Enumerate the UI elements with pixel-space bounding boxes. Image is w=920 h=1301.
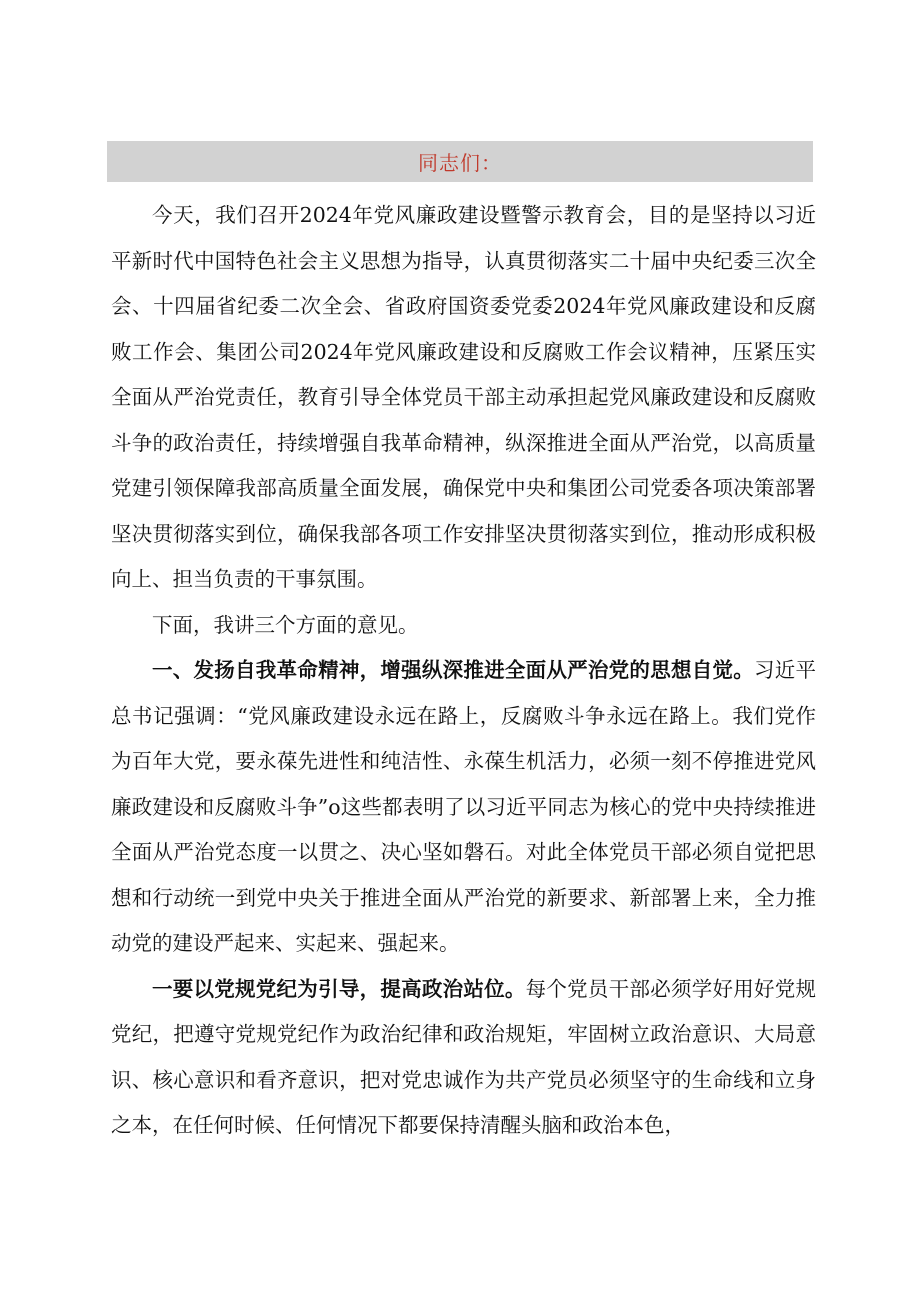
salutation-banner <box>107 141 813 182</box>
paragraph-text: 每个党员干部必须学好用好党规党纪，把遵守党规党纪作为政治纪律和政治规矩，牢固树立政治意识、大局意识、核心意识和看齐意识，把对党忠诚作为共产党员必须坚守的生命线和立身之本，在任何时候、任何情况下都要保持清醒头脑和政治本色， <box>111 976 817 1137</box>
salutation-text: 同志们： <box>418 151 502 175</box>
point-heading: 一要以党规党纪为引导，提高政治站位。 <box>152 976 526 1001</box>
paragraph-section-one <box>111 648 816 967</box>
document-body <box>111 193 816 1149</box>
paragraph-outline <box>111 603 816 649</box>
paragraph-text: 今天，我们召开2024年党风廉政建设暨警示教育会，目的是坚持以习近平新时代中国特色社会主义思想为指导，认真贯彻落实二十届中央纪委三次全会、十四届省纪委二次全会、省政府国资委党委2024年党风廉政建设和反腐败工作会、集团公司2024年党风廉政建设和反腐败工作会议精神，压紧压实全面从严治党责任，教育引导全体党员干部主动承担起党风廉政建设和反腐败斗争的政治责任，持续增强自我革命精神，纵深推进全面从严治党，以高质量党建引领保障我部高质量全面发展，确保党中央和集团公司党委各项决策部署坚决贯彻落实到位，确保我部各项工作安排坚决贯彻落实到位，推动形成积极向上、担当负责的干事氛围。 <box>111 203 816 591</box>
paragraph-text: 习近平总书记强调：“党风廉政建设永远在路上，反腐败斗争永远在路上。我们党作为百年大党，要永葆先进性和纯洁性、永葆生机活力，必须一刻不停推进党风廉政建设和反腐败斗争”o这些都表明了以习近平同志为核心的党中央持续推进全面从严治党态度一以贯之、决心坚如磐石。对此全体党员干部必须自觉把思想和行动统一到党中央关于推进全面从严治党的新要求、新部署上来，全力推动党的建设严起来、实起来、强起来。 <box>111 658 817 955</box>
paragraph-intro <box>111 193 816 603</box>
paragraph-point-one <box>111 967 816 1149</box>
paragraph-text: 下面，我讲三个方面的意见。 <box>152 612 419 637</box>
section-heading: 一、发扬自我革命精神，增强纵深推进全面从严治党的思想自觉。 <box>152 658 754 682</box>
